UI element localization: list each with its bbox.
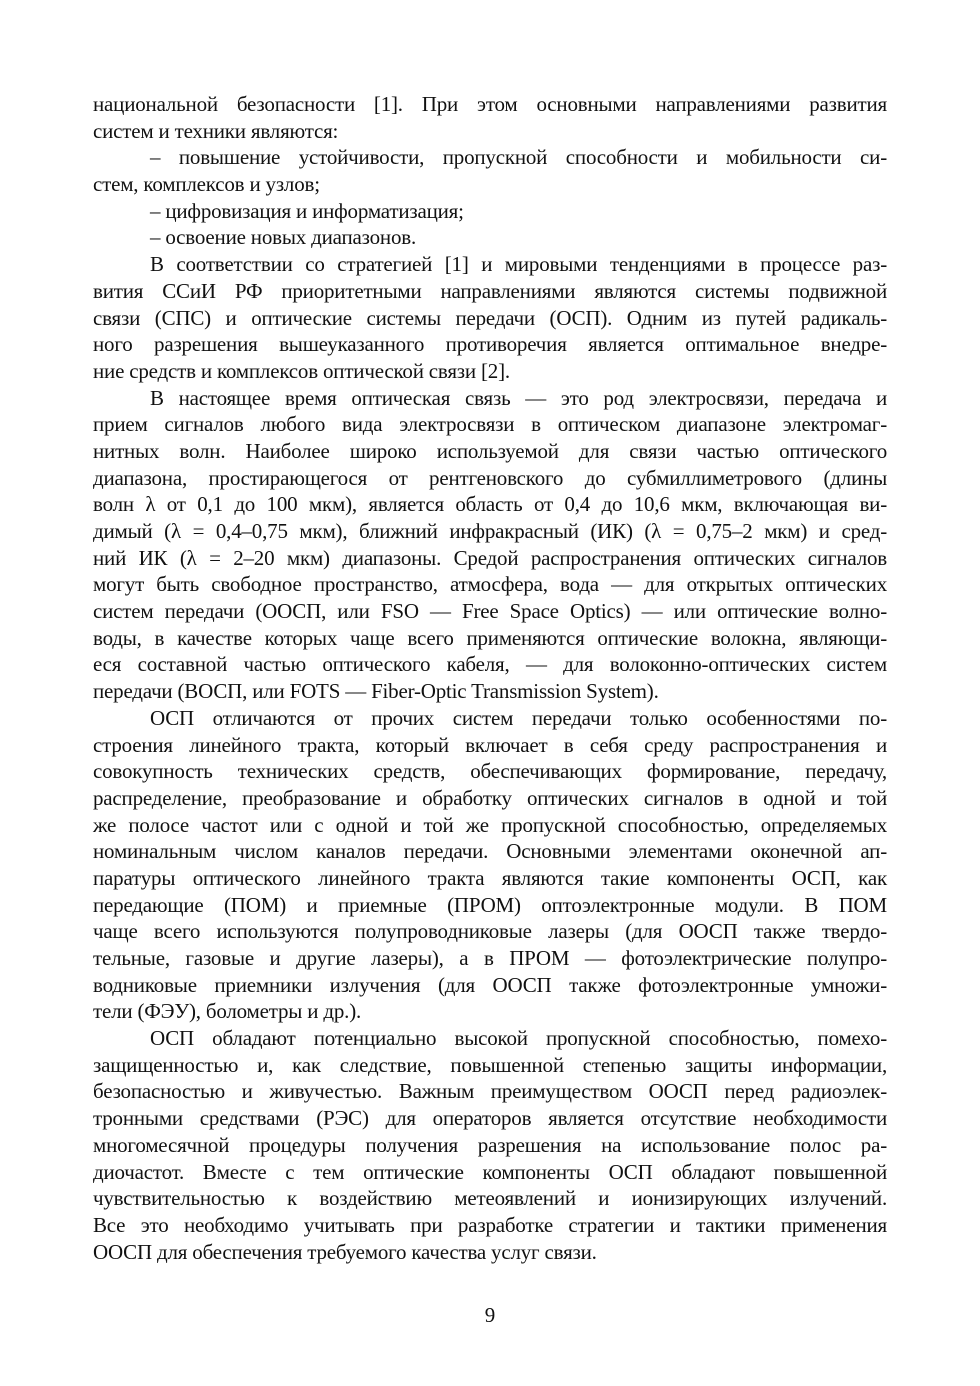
- text-line: – повышение устойчивости, пропускной способности и мобильности си-: [150, 145, 887, 170]
- paragraph: [93, 224, 887, 251]
- paragraph: [93, 385, 887, 705]
- text-line: паратуры оптического линейного тракта являются такие компоненты ОСП, как: [93, 865, 887, 890]
- paragraph: [93, 251, 887, 384]
- text-line: безопасностью и живучестью. Важным преимуществом ООСП перед радиоэлек-: [93, 1079, 887, 1104]
- paragraph: [93, 91, 887, 144]
- text-line: вития ССиИ РФ приоритетными направлениями являются системы подвижной: [93, 278, 887, 303]
- text-line: ОСП обладают потенциально высокой пропускной способностью, помехо-: [150, 1026, 887, 1051]
- text-line: еся составной частью оптического кабеля, — для волоконно-оптических систем: [93, 652, 887, 677]
- text-line: стем, комплексов и узлов;: [93, 172, 320, 197]
- text-line: димый (λ = 0,4–0,75 мкм), ближний инфракрасный (ИК) (λ = 0,75–2 мкм) и сред-: [93, 519, 887, 543]
- paragraph: [93, 705, 887, 1025]
- paragraph: [93, 1025, 887, 1265]
- text-line: номинальным числом каналов передачи. Основными элементами оконечной ап-: [93, 839, 887, 864]
- text-line: совокупность технических средств, обеспечивающих формирование, передачу,: [93, 759, 887, 784]
- page-number: 9: [484, 1303, 496, 1327]
- text-line: ОСП отличаются от прочих систем передачи только особенностями по-: [150, 705, 887, 730]
- text-line: волн λ от 0,1 до 100 мкм), является область от 0,4 до 10,6 мкм, включающая ви-: [93, 492, 887, 517]
- text-line: ний ИК (λ = 2–20 мкм) диапазоны. Средой распространения оптических сигналов: [93, 545, 887, 570]
- text-line: В настоящее время оптическая связь — это род электросвязи, передача и: [150, 385, 887, 410]
- text-line: ние средств и комплексов оптической связи [2].: [93, 358, 510, 383]
- text-line: распределение, преобразование и обработку оптических сигналов в одной и той: [93, 785, 887, 810]
- text-line: ООСП для обеспечения требуемого качества услуг связи.: [93, 1239, 597, 1264]
- text-line: ного разрешения вышеуказанного противоречия является оптимальное внедре-: [93, 332, 887, 357]
- text-line: чувствительностью к воздействию метеоявлений и ионизирующих излучений.: [93, 1186, 887, 1211]
- text-line: строения линейного тракта, который включает в себя среду распространения и: [93, 732, 887, 757]
- page-body: [93, 91, 887, 1265]
- text-line: диочастот. Вместе с тем оптические компоненты ОСП обладают повышенной: [93, 1159, 887, 1184]
- text-line: систем и техники являются:: [93, 118, 339, 143]
- paragraph: [93, 144, 887, 197]
- text-line: тельные, газовые и другие лазеры), а в ПРОМ — фотоэлектрические полупро-: [93, 946, 887, 970]
- text-line: чаще всего используются полупроводниковые лазеры (для ООСП также твердо-: [93, 919, 887, 944]
- text-line: – цифровизация и информатизация;: [150, 198, 464, 223]
- paragraph: [93, 198, 887, 225]
- text-line: тронными средствами (РЭС) для операторов является отсутствие необходимости: [93, 1106, 887, 1131]
- text-line: связи (СПС) и оптические системы передачи (ОСП). Одним из путей радикаль-: [93, 305, 887, 330]
- text-line: защищенностью и, как следствие, повышенной степенью защиты информации,: [93, 1052, 887, 1077]
- text-line: систем передачи (ООСП, или FSO — Free Space Optics) — или оптические волно-: [93, 599, 887, 624]
- text-line: многомесячной процедуры получения разрешения на использование полос ра-: [93, 1132, 887, 1157]
- text-line: воды, в качестве которых чаще всего применяются оптические волокна, являющи-: [93, 625, 887, 650]
- text-line: нитных волн. Наиболее широко используемой для связи частью оптического: [93, 438, 887, 463]
- text-line: национальной безопасности [1]. При этом основными направлениями развития: [93, 92, 887, 116]
- text-line: Все это необходимо учитывать при разработке стратегии и тактики применения: [93, 1212, 887, 1237]
- text-line: передающие (ПОМ) и приемные (ПРОМ) оптоэлектронные модули. В ПОМ: [93, 892, 887, 917]
- text-line: прием сигналов любого вида электросвязи в оптическом диапазоне электромаг-: [93, 412, 887, 437]
- text-line: передачи (ВОСП, или FOTS — Fiber-Optic Transmission System).: [93, 679, 659, 704]
- text-line: тели (ФЭУ), болометры и др.).: [93, 999, 362, 1024]
- text-line: могут быть свободное пространство, атмосфера, вода — для открытых оптических: [93, 572, 887, 597]
- text-line: водниковые приемники излучения (для ООСП также фотоэлектронные умножи-: [93, 972, 887, 997]
- text-line: диапазона, простирающегося от рентгеновского до субмиллиметрового (длины: [93, 465, 887, 490]
- text-line: – освоение новых диапазонов.: [150, 225, 417, 250]
- text-line: В соответствии со стратегией [1] и мировыми тенденциями в процессе раз-: [150, 252, 887, 277]
- text-line: же полосе частот или с одной и той же пропускной способностью, определяемых: [93, 812, 887, 837]
